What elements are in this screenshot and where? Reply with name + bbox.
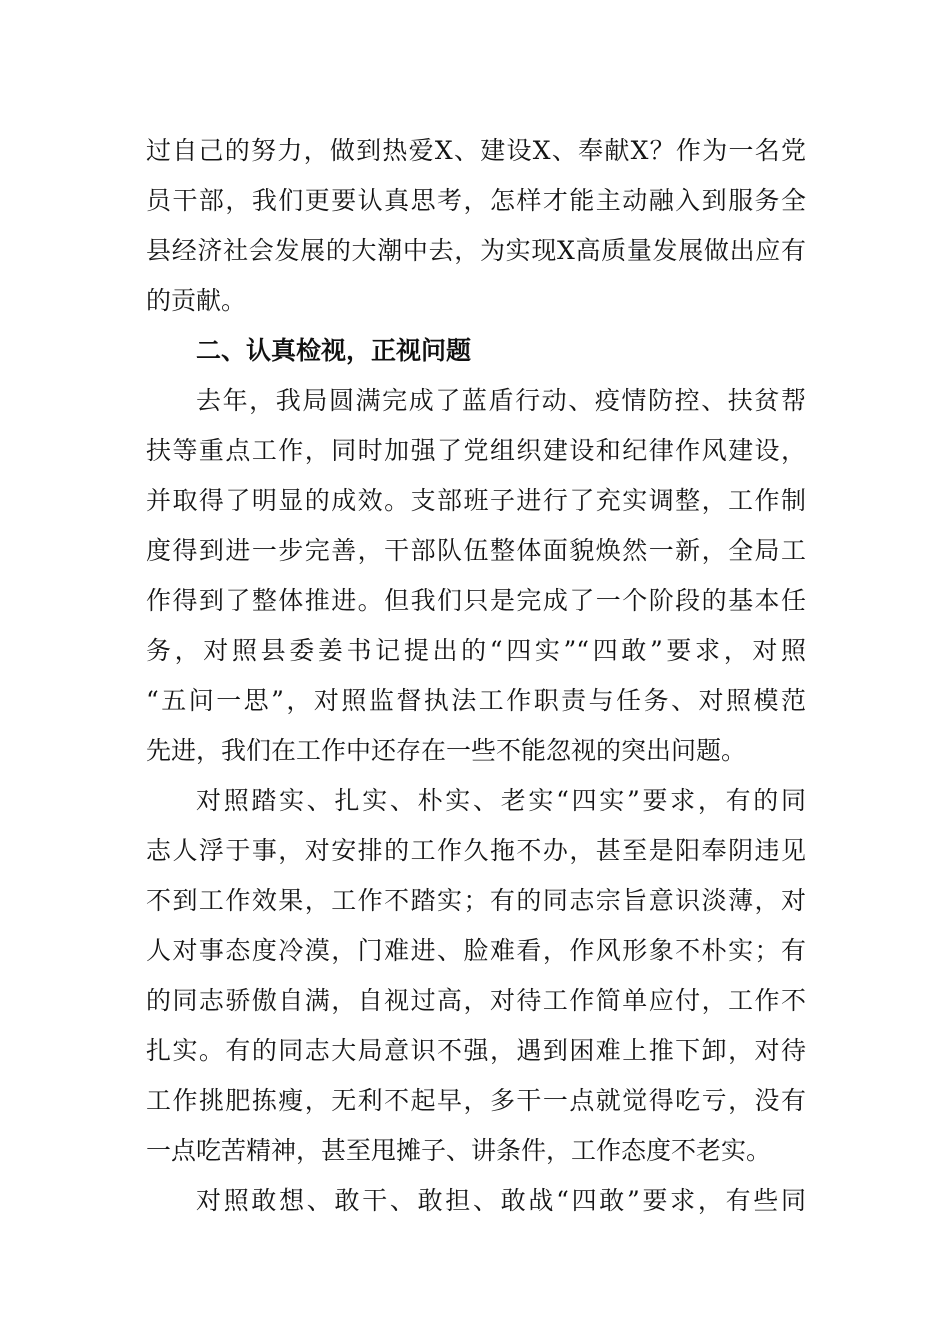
paragraph-line: 的同志骄傲自满，自视过高，对待工作简单应付，工作不 [146,986,806,1015]
section-heading: 二、认真检视，正视问题 [196,336,472,365]
paragraph-line: 先进，我们在工作中还存在一些不能忽视的突出问题。 [146,736,747,765]
paragraph-line: 一点吃苦精神，甚至甩摊子、讲条件，工作态度不老实。 [146,1136,772,1165]
paragraph-line: 人对事态度冷漠，门难进、脸难看，作风形象不朴实；有 [146,936,806,965]
paragraph-line: 对照敢想、敢干、敢担、敢战“四敢”要求，有些同 [196,1186,806,1215]
paragraph-line: 扎实。有的同志大局意识不强，遇到困难上推下卸，对待 [146,1036,806,1065]
paragraph-line: 志人浮于事，对安排的工作久拖不办，甚至是阳奉阴违见 [146,836,806,865]
paragraph-line: 过自己的努力，做到热爱X、建设X、奉献X？作为一名党 [146,136,806,165]
paragraph-line: 作得到了整体推进。但我们只是完成了一个阶段的基本任 [146,586,806,615]
paragraph-line: 对照踏实、扎实、朴实、老实“四实”要求，有的同 [196,786,806,815]
paragraph-line: 县经济社会发展的大潮中去，为实现X高质量发展做出应有 [146,236,806,265]
paragraph-line: 并取得了明显的成效。支部班子进行了充实调整，工作制 [146,486,806,515]
paragraph-line: 度得到进一步完善，干部队伍整体面貌焕然一新，全局工 [146,536,806,565]
paragraph-line: 的贡献。 [146,286,247,315]
paragraph-line: “五问一思”，对照监督执法工作职责与任务、对照模范 [146,686,806,715]
paragraph-line: 不到工作效果，工作不踏实；有的同志宗旨意识淡薄，对 [146,886,806,915]
paragraph-line: 扶等重点工作，同时加强了党组织建设和纪律作风建设， [146,436,806,465]
paragraph-line: 员干部，我们更要认真思考，怎样才能主动融入到服务全 [146,186,806,215]
paragraph-line: 务，对照县委姜书记提出的“四实”“四敢”要求，对照 [146,636,806,665]
paragraph-line: 工作挑肥拣瘦，无利不起早，多干一点就觉得吃亏，没有 [146,1086,806,1115]
paragraph-line: 去年，我局圆满完成了蓝盾行动、疫情防控、扶贫帮 [196,386,806,415]
